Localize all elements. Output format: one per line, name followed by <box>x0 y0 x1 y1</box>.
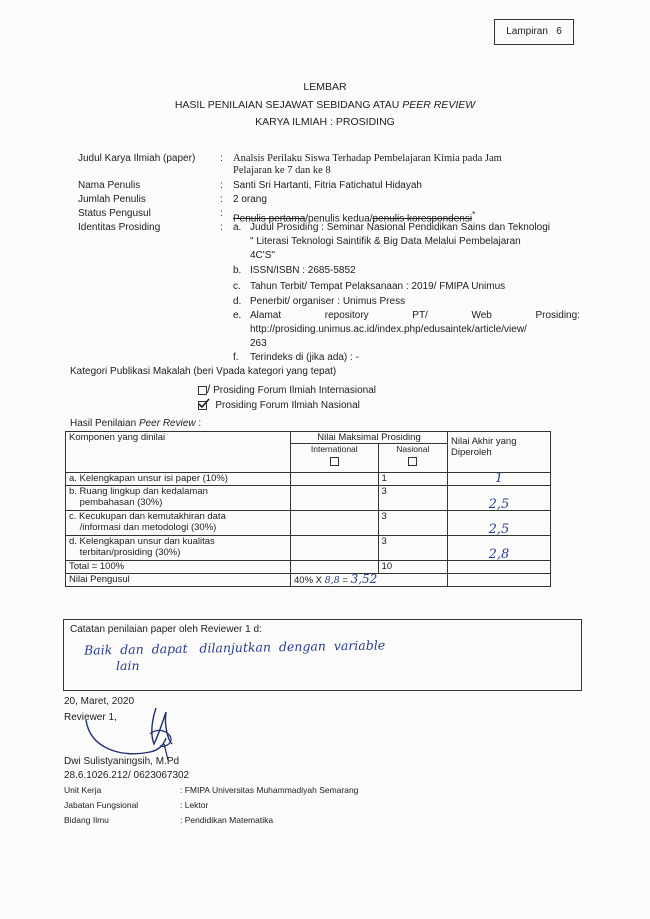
doc-title-line2 <box>0 99 650 111</box>
option-international-label: Prosiding Forum Ilmiah Internasional <box>213 385 376 396</box>
item-f-marker: f. <box>233 352 239 363</box>
item-e-line3: 263 <box>250 338 267 349</box>
item-a-line1: Judul Prosiding : Seminar Nasional Pendidikan Sains dan Teknologi <box>250 222 550 233</box>
row-komponen <box>66 536 291 561</box>
catatan-label: Catatan penilaian paper oleh Reviewer 1 d: <box>70 624 262 635</box>
footer-date: 20, Maret, 2020 <box>64 696 135 707</box>
table-pengusul-row <box>66 574 551 587</box>
row-international <box>291 486 379 511</box>
total-value: 10 <box>378 561 447 574</box>
header-nilai-akhir <box>448 432 551 473</box>
bidang-label: Bidang Ilmu <box>64 815 109 825</box>
slash-mark: / <box>207 382 211 396</box>
row-komponen <box>66 511 291 536</box>
title-line2-italic: PEER REVIEW <box>402 99 476 111</box>
row-international <box>291 511 379 536</box>
check-mark-icon <box>198 398 210 410</box>
unit-value: : FMIPA Universitas Muhammadiyah Semarang <box>180 785 359 795</box>
lampiran-box <box>494 19 574 45</box>
row-maks: 3 <box>378 511 447 536</box>
judul-value-1: Analsis Perilaku Siswa Terhadap Pembelajaran Kimia pada Jam <box>233 153 502 164</box>
row-international <box>291 536 379 561</box>
colon: : <box>220 194 223 205</box>
colon: : <box>220 180 223 191</box>
nama-value: Santi Sri Hartanti, Fitria Fatichatul Hidayah <box>233 180 422 191</box>
colon: : <box>220 208 223 219</box>
row-akhir: 2,5 <box>448 486 551 511</box>
footer-reviewer: Reviewer 1, <box>64 712 117 723</box>
item-d-marker: d. <box>233 296 242 307</box>
e-word-3: PT/ <box>412 310 428 321</box>
nama-label: Nama Penulis <box>78 180 141 191</box>
e-word-2: repository <box>324 310 369 321</box>
jumlah-label: Jumlah Penulis <box>78 194 146 205</box>
pengusul-formula <box>291 574 448 587</box>
pengusul-label: Nilai Pengusul <box>66 574 291 587</box>
total-akhir <box>448 561 551 574</box>
footer-nip: 28.6.1026.212/ 0623067302 <box>64 770 190 781</box>
hasil-label-post: : <box>195 418 202 429</box>
header-international-label: International <box>310 444 358 455</box>
row-komponen <box>66 486 291 511</box>
hasil-label-pre: Hasil Penilaian <box>70 418 139 429</box>
doc-title-line1: LEMBAR <box>303 81 347 93</box>
item-d-text: Penerbit/ organiser : Unimus Press <box>250 296 406 307</box>
table-row <box>66 486 551 511</box>
e-word-4: Web <box>471 310 492 321</box>
row-komp-line1: c. Kecukupan dan kemutakhiran data <box>69 511 226 522</box>
pengusul-formula-text: 40% X <box>294 575 325 586</box>
hasil-label-italic: Peer Review <box>138 418 196 429</box>
status-strike-2: penulis korespondensi <box>372 213 473 225</box>
identitas-label: Identitas Prosiding <box>78 222 161 233</box>
checkbox-nasional-checked[interactable] <box>198 401 207 410</box>
row-maks: 3 <box>378 486 447 511</box>
e-word-5: Prosiding: <box>535 310 580 321</box>
row-komp-line2: terbitan/prosiding (30%) <box>79 547 181 558</box>
pengusul-hw-1: 8,8 <box>324 575 340 586</box>
checkbox-nasional-col <box>408 457 417 466</box>
row-maks: 1 <box>378 473 447 486</box>
checkbox-international-col <box>330 457 339 466</box>
header-nasional-label: Nasional <box>396 444 430 455</box>
checkbox-international[interactable] <box>198 386 207 395</box>
item-a-marker: a. <box>233 222 242 233</box>
item-e-marker: e. <box>233 310 242 321</box>
pengusul-akhir <box>448 574 551 587</box>
header-akhir-2: Diperoleh <box>451 447 492 458</box>
colon: : <box>220 153 223 164</box>
item-c-marker: c. <box>233 281 241 292</box>
unit-label: Unit Kerja <box>64 785 102 795</box>
row-komp-line1: b. Ruang lingkup dan kedalaman <box>69 486 208 497</box>
status-mark: * <box>472 209 476 219</box>
table-row <box>66 511 551 536</box>
item-a-line3: 4C'S" <box>250 250 275 261</box>
item-b-marker: b. <box>233 265 242 276</box>
kategori-label: Kategori Publikasi Makalah (beri Vpada kategori yang tepat) <box>70 366 337 377</box>
status-label: Status Pengusul <box>78 208 151 219</box>
row-akhir: 1 <box>448 473 551 486</box>
kategori-option-international[interactable] <box>198 382 376 396</box>
colon: : <box>220 222 223 233</box>
header-komponen: Komponen yang dinilai <box>66 432 291 473</box>
jumlah-value: 2 orang <box>233 194 267 205</box>
kategori-option-nasional[interactable] <box>198 400 360 411</box>
table-header-row <box>66 432 551 444</box>
option-nasional-label: Prosiding Forum Ilmiah Nasional <box>215 400 360 411</box>
row-komp-line1: d. Kelengkapan unsur dan kualitas <box>69 536 215 547</box>
doc-title-line3: KARYA ILMIAH : PROSIDING <box>255 116 395 128</box>
jabatan-label: Jabatan Fungsional <box>64 800 139 810</box>
item-e-line1 <box>250 310 580 322</box>
header-akhir-1: Nilai Akhir yang <box>451 436 517 447</box>
judul-value-2: Pelajaran ke 7 dan ke 8 <box>233 165 331 176</box>
item-e-line2: http://prosiding.unimus.ac.id/index.php/edusaintek/article/view/ <box>250 324 527 335</box>
catatan-handwriting-2: lain <box>116 658 140 673</box>
hasil-label <box>70 418 201 429</box>
title-line2-text: HASIL PENILAIAN SEJAWAT SEBIDANG ATAU <box>174 99 403 111</box>
jabatan-value: : Lektor <box>180 800 209 810</box>
table-row <box>66 536 551 561</box>
item-b-text: ISSN/ISBN : 2685-5852 <box>250 265 356 276</box>
footer-name: Dwi Sulistyaningsih, M.Pd <box>64 756 180 767</box>
row-akhir: 2,8 <box>448 536 551 561</box>
header-nilai-maks: Nilai Maksimal Prosiding <box>291 432 448 444</box>
signature-icon <box>80 700 190 762</box>
row-international <box>291 473 379 486</box>
catatan-handwriting-1: Baik dan dapat dilanjutkan dengan variable <box>83 637 386 658</box>
review-table <box>65 431 551 587</box>
item-c-text: Tahun Terbit/ Tempat Pelaksanaan : 2019/ FMIPA Unimus <box>250 281 506 292</box>
e-word-1: Alamat <box>250 310 282 321</box>
row-komp-line2: /informasi dan metodologi (30%) <box>79 522 217 533</box>
catatan-box <box>63 619 582 691</box>
table-row <box>66 473 551 486</box>
header-international <box>291 444 379 473</box>
item-f-text: Terindeks di (jika ada) : - <box>250 352 359 363</box>
status-strike-1: Penulis pertama <box>233 213 306 225</box>
status-mid: /penulis kedua/ <box>305 213 373 225</box>
row-komponen: a. Kelengkapan unsur isi paper (10%) <box>66 473 291 486</box>
total-label: Total = 100% <box>66 561 291 574</box>
judul-label: Judul Karya Ilmiah (paper) <box>78 153 196 164</box>
row-maks: 3 <box>378 536 447 561</box>
bidang-value: : Pendidikan Matematika <box>180 815 274 825</box>
table-total-row <box>66 561 551 574</box>
row-akhir: 2,5 <box>448 511 551 536</box>
header-nasional <box>378 444 447 473</box>
pengusul-eq: = <box>339 575 351 586</box>
pengusul-hw-2: 3,52 <box>350 572 378 586</box>
item-a-line2: " Literasi Teknologi Saintifik & Big Data Melalui Pembelajaran <box>250 236 521 247</box>
row-komp-line2: pembahasan (30%) <box>79 497 163 508</box>
lampiran-label: Lampiran 6 <box>506 26 562 37</box>
